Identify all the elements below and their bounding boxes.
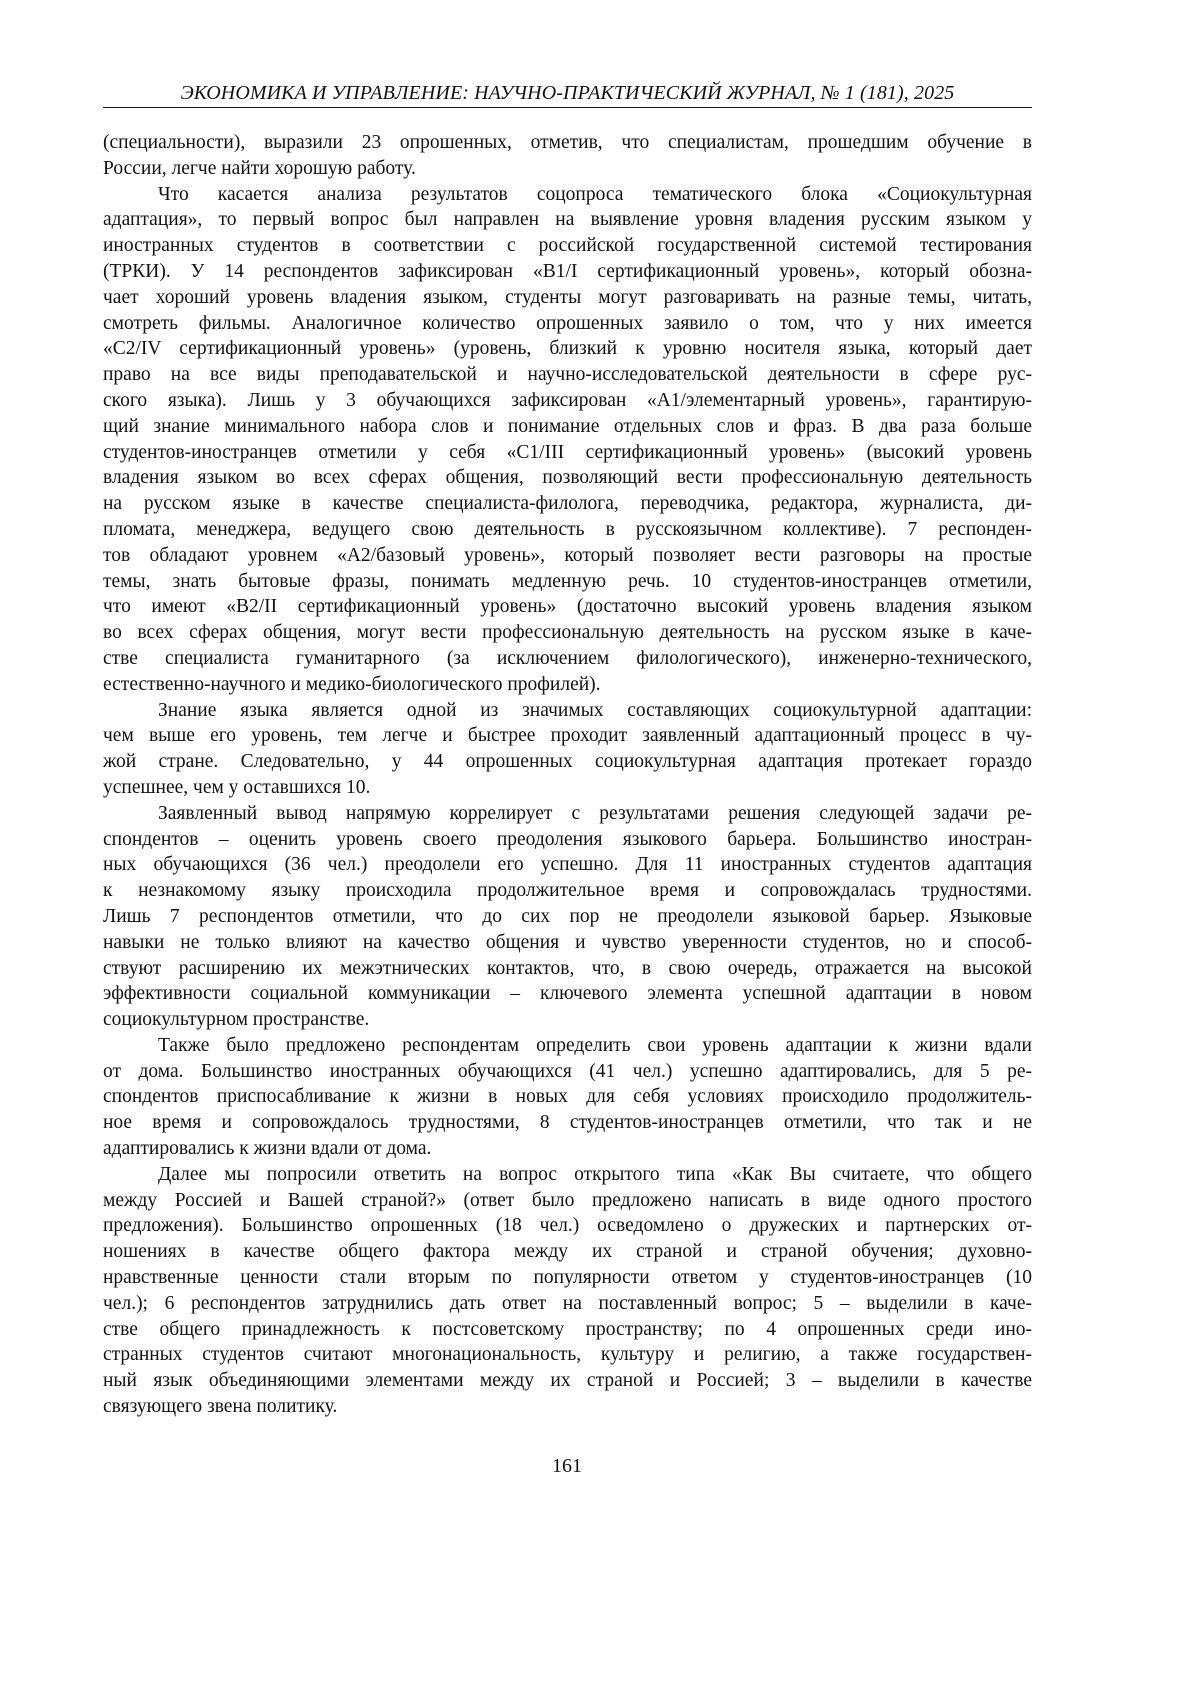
- text-line: чем выше его уровень, тем легче и быстрее проходит заявленный адаптационный процесс в чу-: [103, 725, 1032, 747]
- paragraph: [103, 130, 1032, 182]
- text-line: чает хороший уровень владения языком, студенты могут разговаривать на разные темы, читать,: [103, 286, 1032, 308]
- text-line: владения языком во всех сферах общения, позволяющий вести профессиональную деятельность: [103, 467, 1032, 489]
- text-line: спондентов приспосабливание к жизни в новых для себя условиях происходило продолжитель-: [103, 1086, 1032, 1108]
- text-line: социокультурном пространстве.: [103, 1009, 370, 1031]
- page-number: 161: [552, 1455, 582, 1477]
- text-line: (специальности), выразили 23 опрошенных, отметив, что специалистам, прошедшим обучение в: [103, 132, 1032, 153]
- text-line: смотреть фильмы. Аналогичное количество опрошенных заявило о том, что у них имеется: [103, 312, 1032, 334]
- text-line: спондентов – оценить уровень своего преодоления языкового барьера. Большинство иностран-: [103, 828, 1032, 850]
- text-line: нравственные ценности стали вторым по популярности ответом у студентов-иностранцев (10: [103, 1267, 1032, 1289]
- text-line: стве общего принадлежность к постсоветскому пространству; по 4 опрошенных среди ино-: [103, 1318, 1032, 1340]
- text-line: Лишь 7 респондентов отметили, что до сих пор не преодолели языковой барьер. Языковые: [103, 905, 1032, 927]
- paragraph: [103, 1162, 1032, 1420]
- text-line: Что касается анализа результатов соцопроса тематического блока «Социокультурная: [158, 183, 1032, 205]
- article-body: [103, 130, 1032, 1420]
- paragraph: [103, 1033, 1032, 1162]
- text-line: чел.); 6 респондентов затруднились дать ответ на поставленный вопрос; 5 – выделили в каче-: [103, 1292, 1032, 1314]
- text-line: связующего звена политику.: [103, 1396, 338, 1418]
- text-line: между Россией и Вашей страной?» (ответ было предложено написать в виде одного простого: [103, 1189, 1032, 1211]
- text-line: от дома. Большинство иностранных обучающихся (41 чел.) успешно адаптировались, для 5 ре-: [103, 1060, 1032, 1082]
- text-line: щий знание минимального набора слов и понимание отдельных слов и фраз. В два раза больше: [103, 415, 1032, 437]
- text-line: ный язык объединяющими элементами между их страной и Россией; 3 – выделили в качестве: [103, 1370, 1032, 1392]
- text-line: к незнакомому языку происходила продолжительное время и сопровождалась трудностями.: [103, 880, 1032, 902]
- header-rule: [103, 107, 1032, 108]
- text-line: темы, знать бытовые фразы, понимать медленную речь. 10 студентов-иностранцев отметили,: [103, 570, 1032, 592]
- text-line: России, легче найти хорошую работу.: [103, 157, 416, 179]
- text-line: адаптация», то первый вопрос был направлен на выявление уровня владения русским языком у: [103, 209, 1032, 231]
- text-line: право на все виды преподавательской и научно-исследовательской деятельности в сфере рус-: [103, 364, 1032, 386]
- paragraph: [103, 182, 1032, 698]
- text-line: ношениях в качестве общего фактора между их страной и страной обучения; духовно-: [103, 1241, 1032, 1263]
- text-line: адаптировались к жизни вдали от дома.: [103, 1138, 432, 1160]
- text-line: иностранных студентов в соответствии с российской государственной системой тестирования: [103, 235, 1032, 257]
- text-line: ствуют расширению их межэтнических контактов, что, в свою очередь, отражается на высокой: [103, 957, 1032, 979]
- text-line: Знание языка является одной из значимых составляющих социокультурной адаптации:: [158, 699, 1032, 721]
- text-line: ского языка). Лишь у 3 обучающихся зафиксирован «А1/элементарный уровень», гарантирую-: [103, 389, 1032, 411]
- text-line: стве специалиста гуманитарного (за исключением филологического), инженерно-технического,: [103, 647, 1032, 669]
- text-line: пломата, менеджера, ведущего свою деятельность в русскоязычном коллективе). 7 респонден-: [103, 518, 1032, 540]
- text-line: тов обладают уровнем «А2/базовый уровень», который позволяет вести разговоры на простые: [103, 544, 1032, 566]
- text-line: Заявленный вывод напрямую коррелирует с результатами решения следующей задачи ре-: [158, 802, 1032, 824]
- text-line: (ТРКИ). У 14 респондентов зафиксирован «В1/I сертификационный уровень», который обозна-: [103, 260, 1032, 282]
- text-line: Также было предложено респондентам определить свои уровень адаптации к жизни вдали: [158, 1034, 1032, 1056]
- text-line: Далее мы попросили ответить на вопрос открытого типа «Как Вы считаете, что общего: [158, 1163, 1032, 1185]
- text-line: странных студентов считают многонациональность, культуру и религию, а также государствен-: [103, 1344, 1032, 1366]
- text-line: «С2/IV сертификационный уровень» (уровень, близкий к уровню носителя языка, который дает: [103, 338, 1032, 360]
- text-line: эффективности социальной коммуникации – ключевого элемента успешной адаптации в новом: [103, 983, 1032, 1005]
- text-line: во всех сферах общения, могут вести профессиональную деятельность на русском языке в каче-: [103, 622, 1032, 644]
- text-line: навыки не только влияют на качество общения и чувство уверенности студентов, но и способ-: [103, 931, 1032, 953]
- text-line: ное время и сопровождалось трудностями, 8 студентов-иностранцев отметили, что так и не: [103, 1112, 1032, 1134]
- text-line: успешнее, чем у оставшихся 10.: [103, 776, 371, 798]
- paragraph: [103, 801, 1032, 1033]
- text-line: студентов-иностранцев отметили у себя «С1/III сертификационный уровень» (высокий уровень: [103, 441, 1032, 463]
- text-line: жой стране. Следовательно, у 44 опрошенных социокультурная адаптация протекает гораздо: [103, 751, 1032, 773]
- paragraph: [103, 698, 1032, 801]
- text-line: естественно-научного и медико-биологического профилей).: [103, 673, 601, 695]
- text-line: ных обучающихся (36 чел.) преодолели его успешно. Для 11 иностранных студентов адаптация: [103, 854, 1032, 876]
- text-line: на русском языке в качестве специалиста-филолога, переводчика, редактора, журналиста, ди-: [103, 493, 1032, 515]
- running-header: ЭКОНОМИКА И УПРАВЛЕНИЕ: НАУЧНО-ПРАКТИЧЕСКИЙ ЖУРНАЛ, № 1 (181), 2025: [180, 82, 955, 104]
- text-line: что имеют «В2/II сертификационный уровень» (достаточно высокий уровень владения языком: [103, 596, 1032, 618]
- text-line: предложения). Большинство опрошенных (18 чел.) осведомлено о дружеских и партнерских от-: [103, 1215, 1032, 1237]
